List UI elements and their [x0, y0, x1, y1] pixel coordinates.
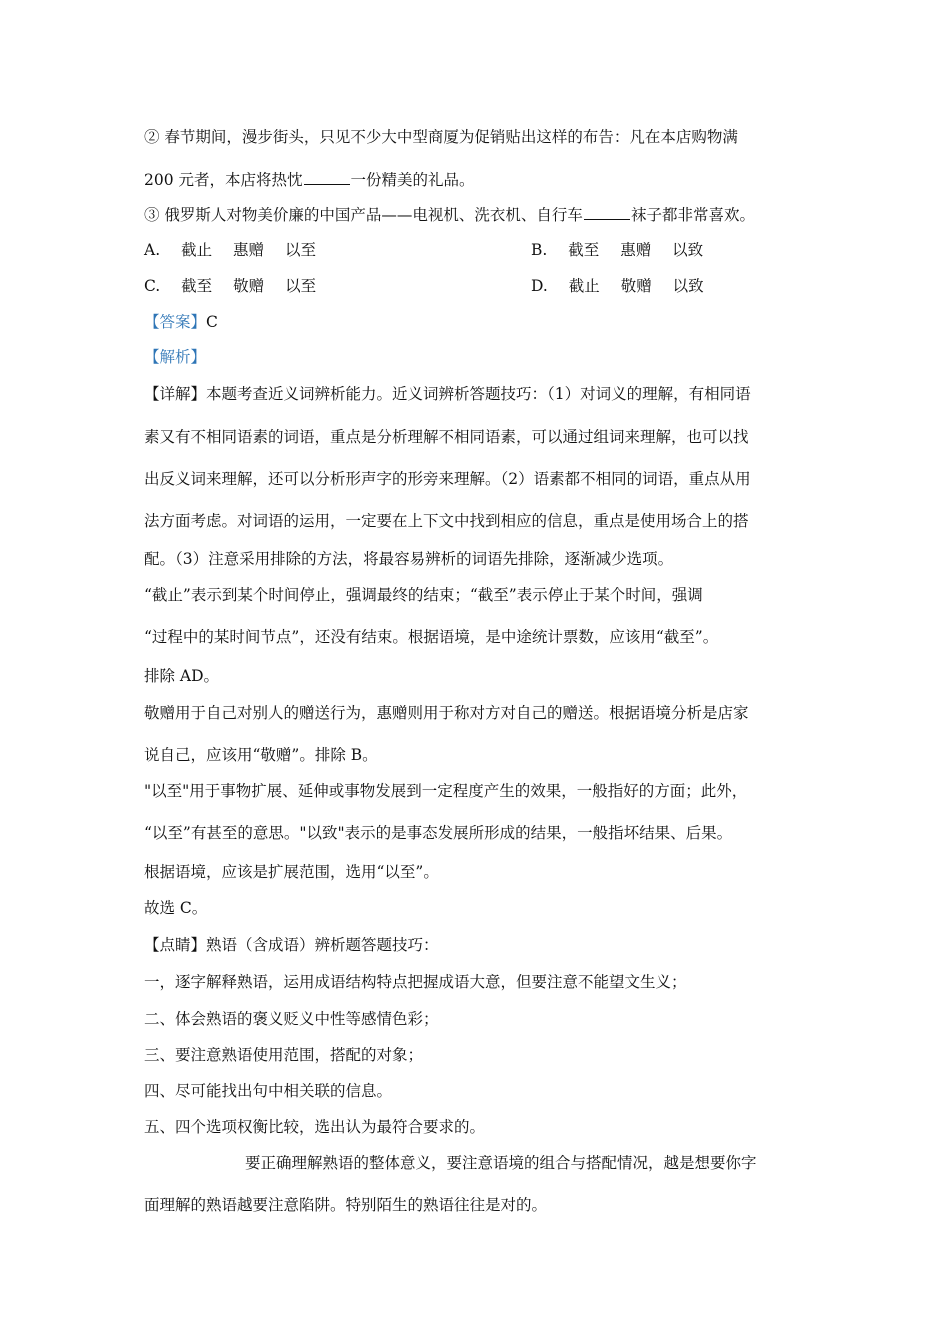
analysis-line: 出反义词来理解，还可以分析形声字的形旁来理解。（2）语素都不相同的词语，重点从用	[144, 470, 751, 488]
answer-tag: 【答案】	[144, 313, 207, 331]
analysis-line: “截止”表示到某个时间停止，强调最终的结束；“截至”表示停止于某个时间，强调	[144, 586, 703, 604]
option-letter: C.	[144, 277, 161, 295]
analysis-line: 配。（3）注意采用排除的方法，将最容易辨析的词语先排除，逐渐减少选项。	[144, 550, 674, 568]
q2-text-before-blank: 200 元者，本店将热忱	[144, 171, 303, 189]
option-letter: B.	[531, 241, 548, 259]
analysis-line: 说自己，应该用“敬赠”。排除 B。	[144, 746, 378, 764]
tips-heading: 【点睛】熟语（含成语）辨析题答题技巧：	[144, 936, 439, 954]
option-word-3: 以致	[672, 277, 704, 295]
option-c	[144, 276, 316, 296]
question-2-line-2	[144, 170, 475, 190]
analysis-line: 排除 AD。	[144, 667, 220, 685]
tips-item: 二、体会熟语的褒义贬义中性等感情色彩；	[144, 1010, 439, 1028]
question-3-line	[144, 205, 755, 225]
tips-item: 三、要注意熟语使用范围，搭配的对象；	[144, 1046, 424, 1064]
option-word-2: 敬赠	[233, 277, 265, 295]
option-word-1: 截止	[568, 277, 600, 295]
answer-line	[144, 312, 218, 332]
option-word-1: 截止	[181, 241, 213, 259]
q2-text-after-blank: 一份精美的礼品。	[350, 171, 475, 189]
option-word-3: 以至	[284, 241, 316, 259]
answer-blank	[584, 205, 630, 220]
analysis-line: 法方面考虑。对词语的运用，一定要在上下文中找到相应的信息，重点是使用场合上的搭	[144, 512, 749, 530]
option-word-3: 以致	[672, 241, 704, 259]
tips-note-line-2: 面理解的熟语越要注意陷阱。特别陌生的熟语往往是对的。	[144, 1196, 548, 1214]
option-a	[144, 240, 316, 260]
analysis-line: 【详解】本题考查近义词辨析能力。近义词辨析答题技巧：（1）对词义的理解，有相同语	[144, 385, 751, 403]
option-letter: A.	[144, 241, 161, 259]
q3-text-before-blank: ③ 俄罗斯人对物美价廉的中国产品——电视机、洗衣机、自行车	[144, 206, 583, 224]
tips-item: 一，逐字解释熟语，运用成语结构特点把握成语大意，但要注意不能望文生义；	[144, 973, 687, 991]
analysis-line: 故选 C。	[144, 899, 208, 917]
analysis-tag: 【解析】	[144, 348, 207, 366]
option-word-2: 惠赠	[620, 241, 652, 259]
option-word-2: 敬赠	[620, 277, 652, 295]
option-word-1: 截至	[181, 277, 213, 295]
analysis-line: 根据语境，应该是扩展范围，选用“以至”。	[144, 863, 439, 881]
option-word-3: 以至	[285, 277, 317, 295]
answer-value: C	[206, 313, 218, 331]
analysis-line: “以至”有甚至的意思。"以致"表示的是事态发展所形成的结果，一般指坏结果、后果。	[144, 824, 733, 842]
option-b	[531, 240, 703, 260]
q3-text-after-blank: 袜子都非常喜欢。	[630, 206, 755, 224]
option-word-1: 截至	[568, 241, 600, 259]
option-word-2: 惠赠	[233, 241, 265, 259]
tips-item: 五、四个选项权衡比较，选出认为最符合要求的。	[144, 1118, 486, 1136]
analysis-line: 敬赠用于自己对别人的赠送行为，惠赠则用于称对方对自己的赠送。根据语境分析是店家	[144, 704, 749, 722]
analysis-line: "以至"用于事物扩展、延伸或事物发展到一定程度产生的效果，一般指好的方面；此外，	[144, 782, 748, 800]
analysis-line: “过程中的某时间节点”，还没有结束。根据语境，是中途统计票数，应该用“截至”。	[144, 628, 719, 646]
tips-item: 四、尽可能找出句中相关联的信息。	[144, 1082, 393, 1100]
question-2-line-1: ② 春节期间，漫步街头，只见不少大中型商厦为促销贴出这样的布告：凡在本店购物满	[144, 128, 738, 146]
tips-note-line-1: 要正确理解熟语的整体意义，要注意语境的组合与搭配情况，越是想要你字	[245, 1154, 757, 1172]
option-letter: D.	[531, 277, 548, 295]
analysis-line: 素又有不相同语素的词语，重点是分析理解不相同语素，可以通过组词来理解，也可以找	[144, 428, 749, 446]
option-d	[531, 276, 704, 296]
answer-blank	[304, 170, 350, 185]
